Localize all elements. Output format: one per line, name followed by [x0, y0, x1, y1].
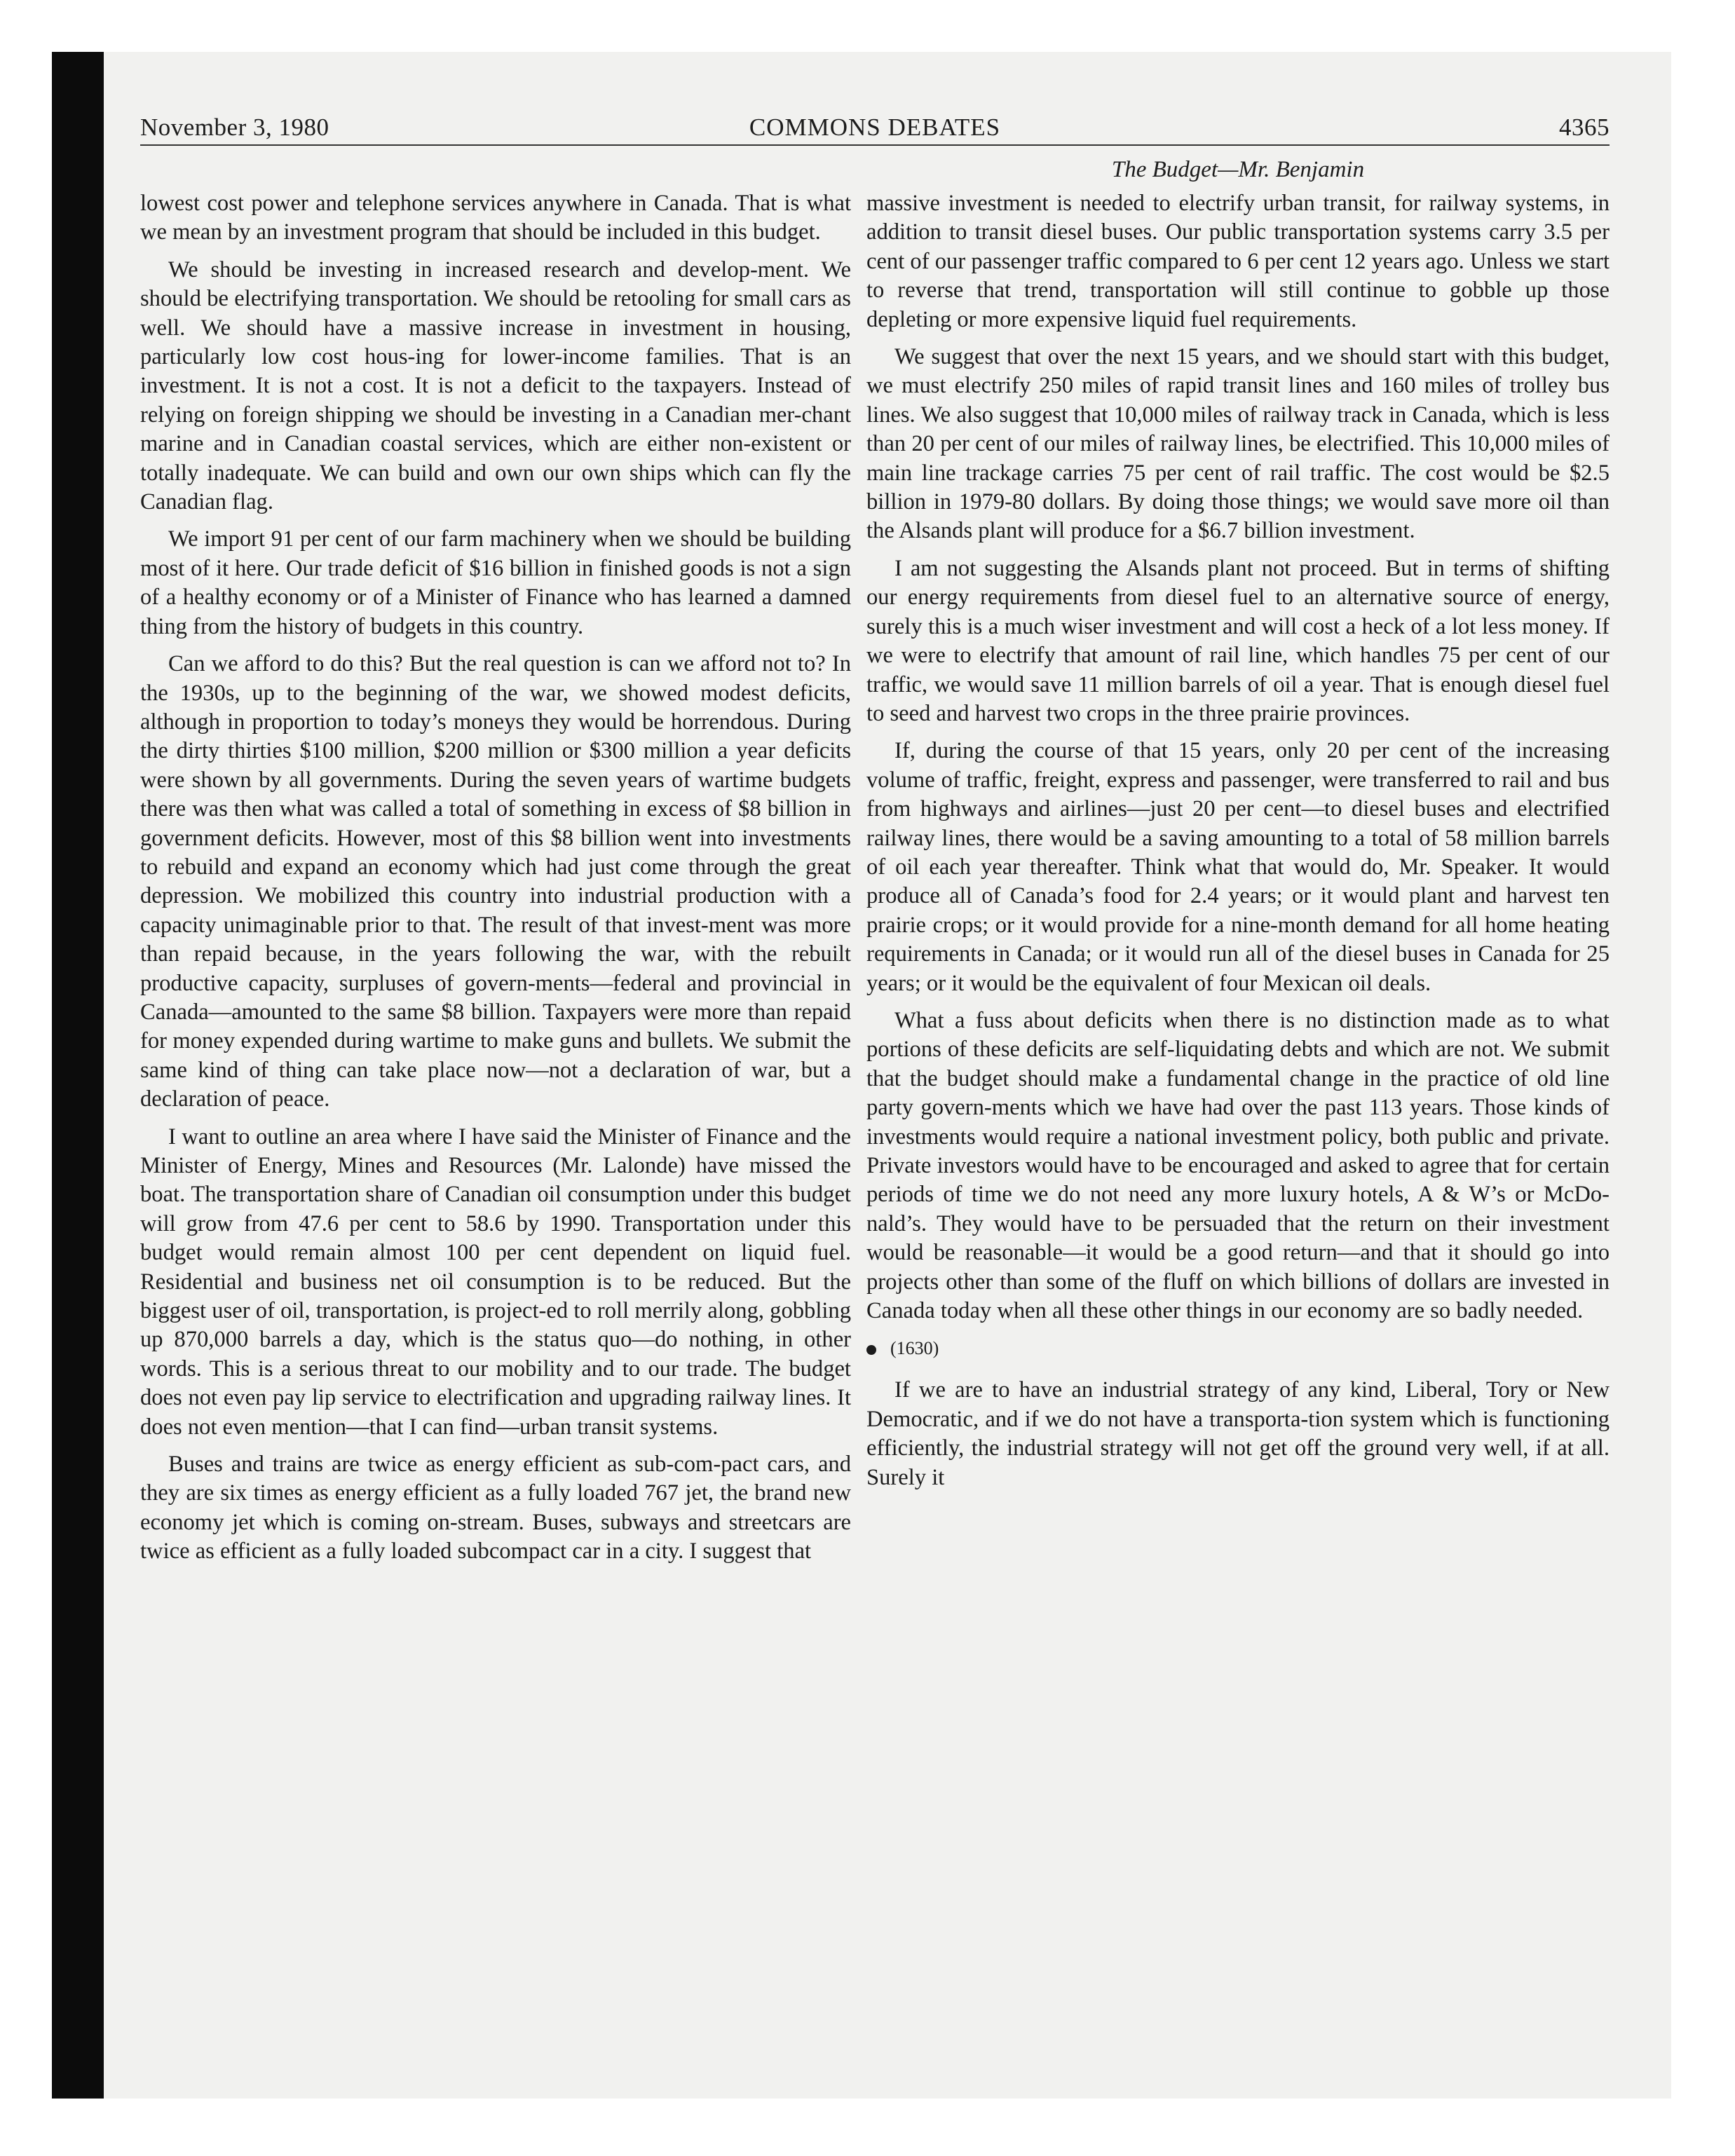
- page-header: [140, 114, 1610, 153]
- time-marker: [866, 1337, 1610, 1360]
- paragraph: I am not suggesting the Alsands plant not proceed. But in terms of shifting our energy requirements from diesel fuel to an alternative source of energy, surely this is a much wiser investment and will cost a heck of a lot less money. If we were to electrify that amount of rail line, which handles 75 per cent of our traffic, we would save 11 million barrels of oil a year. That is enough diesel fuel to seed and harvest two crops in the three prairie provinces.: [866, 555, 1610, 726]
- paragraph: If, during the course of that 15 years, only 20 per cent of the increasing volume of traffic, freight, express and passenger, were transferred to rail and bus from highways and airlines—just 20 per cent—to diesel buses and electrified railway lines, there would be a saving amounting to a total of 58 million barrels of oil each year thereafter. Think what that would do, Mr. Speaker. It would produce all of Canada’s food for 2.4 years; or it would plant and harvest ten prairie crops; or it would provide for a nine-month demand for all home heating requirements in Canada; or it would run all of the diesel buses in Canada for 25 years; or it would be the equivalent of four Mexican oil deals.: [866, 738, 1610, 996]
- paragraph: We suggest that over the next 15 years, and we should start with this budget, we must electrify 250 miles of rapid transit lines and 160 miles of trolley bus lines. We also suggest that 10,000 miles of railway track in Canada, which is less than 20 per cent of our miles of railway lines, be electrified. This 10,000 miles of main line trackage carries 75 per cent of rail traffic. The cost would be $2.5 billion in 1979-80 dollars. By doing those things; we would save more oil than the Alsands plant will produce for a $6.7 billion investment.: [866, 344, 1610, 544]
- paragraph: Buses and trains are twice as energy efficient as sub-com-pact cars, and they are six times as energy efficient as a fully loaded 767 jet, the brand new economy jet which is coming on-stream. Buses, subways and streetcars are twice as efficient as a fully loaded subcompact car in a city. I suggest that: [140, 1452, 851, 1564]
- bullet-icon: [866, 1345, 876, 1355]
- paragraph: If we are to have an industrial strategy of any kind, Liberal, Tory or New Democratic, and if we do not have a transporta-tion system which is functioning efficiently, the industrial strategy will not get off the ground very well, if at all. Surely it: [866, 1377, 1610, 1490]
- header-date: November 3, 1980: [140, 114, 329, 141]
- binding-edge: [52, 52, 104, 2099]
- header-rule: [140, 144, 1610, 146]
- paragraph: We should be investing in increased research and develop-ment. We should be electrifying transportation. We should be retooling for small cars as well. We should have a massive increase in investment in housing, particularly low cost hous-ing for lower-income families. That is an investment. It is not a cost. It is not a deficit to the taxpayers. Instead of relying on foreign shipping we should be investing in a Canadian mer-chant marine and in Canadian coastal services, which are either non-existent or totally inadequate. We can build and own our own ships which can fly the Canadian flag.: [140, 257, 851, 515]
- right-column: [866, 189, 1610, 1492]
- publication-title: COMMONS DEBATES: [749, 114, 1001, 141]
- paragraph: What a fuss about deficits when there is no distinction made as to what portions of these deficits are self-liquidating debts and which are not. We submit that the budget should make a fundamental change in the practice of old line party govern-ments which we have had over the past 113 years. Those kinds of investments would require a national investment policy, both public and private. Private investors would have to be encouraged and asked to agree that for certain periods of time we do not need any more luxury hotels, A & W’s or McDo-nald’s. They would have to be persuaded that the return on their investment would be reasonable—it would be a good return—and that it should go into projects other than some of the fluff on which billions of dollars are invested in Canada today when all these other things in our economy are so badly needed.: [866, 1007, 1610, 1324]
- time-marker-text: (1630): [890, 1338, 939, 1359]
- running-head: The Budget—Mr. Benjamin: [1111, 157, 1365, 182]
- paragraph: We import 91 per cent of our farm machinery when we should be building most of it here. Our trade deficit of $16 billion in finished goods is not a sign of a healthy economy or of a Minister of Finance who has learned a damned thing from the history of budgets in this country.: [140, 526, 851, 639]
- paragraph: lowest cost power and telephone services anywhere in Canada. That is what we mean by an investment program that should be included in this budget.: [140, 191, 851, 245]
- paragraph: massive investment is needed to electrify urban transit, for railway systems, in addition to transit diesel buses. Our public transportation systems carry 3.5 per cent of our passenger traffic compared to 6 per cent 12 years ago. Unless we start to reverse that trend, transportation will still continue to gobble up those depleting or more expensive liquid fuel requirements.: [866, 191, 1610, 332]
- page-number: 4365: [1559, 114, 1610, 141]
- paragraph: Can we afford to do this? But the real question is can we afford not to? In the 1930s, up to the beginning of the war, we showed modest deficits, although in proportion to today’s moneys they would be horrendous. During the dirty thirties $100 million, $200 million or $300 million a year deficits were shown by all governments. During the seven years of wartime budgets there was then what was called a total of something in excess of $8 billion in government deficits. However, most of this $8 billion went into investments to rebuild and expand an economy which had just come through the great depression. We mobilized this country into industrial production with a capacity unimaginable prior to that. The result of that invest-ment was more than repaid because, in the years following the war, with the rebuilt productive capacity, surpluses of govern-ments—federal and provincial in Canada—amounted to the same $8 billion. Taxpayers were more than repaid for money expended during wartime to make guns and bullets. We submit the same kind of thing can take place now—not a declaration of war, but a declaration of peace.: [140, 651, 851, 1112]
- left-column: [140, 189, 851, 1567]
- paragraph: I want to outline an area where I have said the Minister of Finance and the Minister of Energy, Mines and Resources (Mr. Lalonde) have missed the boat. The transportation share of Canadian oil consumption under this budget will grow from 47.6 per cent to 58.6 by 1990. Transportation under this budget would remain almost 100 per cent dependent on liquid fuel. Residential and business net oil consumption is to be reduced. But the biggest user of oil, transportation, is project-ed to roll merrily along, gobbling up 870,000 barrels a day, which is the status quo—do nothing, in other words. This is a serious threat to our mobility and to our trade. The budget does not even pay lip service to electrification and upgrading railway lines. It does not even mention—that I can find—urban transit systems.: [140, 1124, 851, 1440]
